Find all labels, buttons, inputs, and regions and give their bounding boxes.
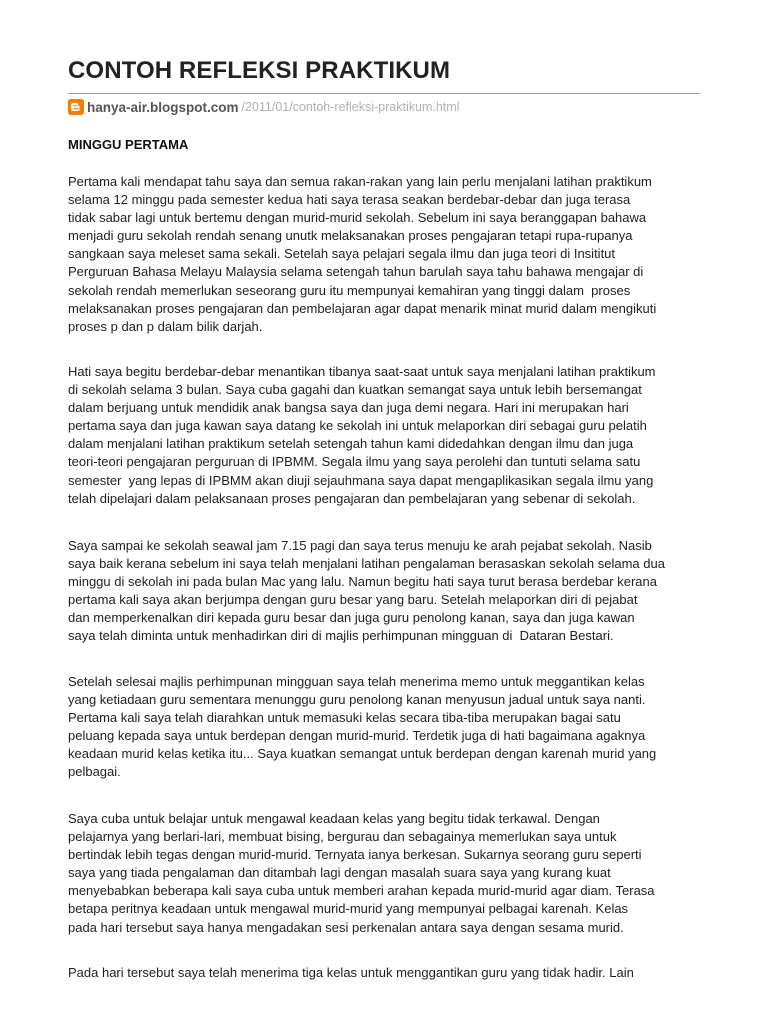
paragraph-line: Perguruan Bahasa Melayu Malaysia selama setengah tahun barulah saya tahu bahawa mengajar di xyxy=(68,264,644,280)
paragraph-line: peluang kepada saya untuk berdepan dengan murid-murid. Terdetik juga di hati bagaimana agaknya xyxy=(68,728,646,744)
paragraph-line: saya baik kerana sebelum ini saya telah menjalani latihan pengalaman berasaskan sekolah selama dua xyxy=(68,556,665,572)
paragraph-line: keadaan murid kelas ketika itu... Saya kuatkan semangat untuk berdepan dengan karenah murid yang xyxy=(68,746,657,762)
paragraph-line: saya telah diminta untuk menhadirkan diri di majlis perhimpunan mingguan di Dataran Bestari. xyxy=(68,628,614,644)
paragraph-line: di sekolah selama 3 bulan. Saya cuba gagahi dan kuatkan semangat saya untuk lebih bersemangat xyxy=(68,382,642,398)
paragraph-line: menjadi guru sekolah rendah senang unutk melaksanakan proses pengajaran tetapi rupa-rupanya xyxy=(68,228,633,244)
paragraph-line: proses p dan p dalam bilik darjah. xyxy=(68,318,263,334)
paragraph-line: pertama saya dan juga kawan saya datang ke sekolah ini untuk melaporkan diri sebagai guru pelatih xyxy=(68,418,647,434)
paragraph-line: Pertama kali mendapat tahu saya dan semua rakan-rakan yang lain perlu menjalani latihan praktikum xyxy=(68,174,652,189)
paragraph-2 xyxy=(68,363,700,508)
paragraph-line: sekolah rendah memerlukan seseorang guru itu mempunyai kemahiran yang tinggi dalam proses xyxy=(68,282,631,298)
paragraph-line: saya yang tiada pengalaman dan ditambah lagi dengan masalah suara saya yang kurang kuat xyxy=(68,865,611,881)
paragraph-line: Pertama kali saya telah diarahkan untuk memasuki kelas secara tiba-tiba merupakan bagai satu xyxy=(68,710,621,726)
paragraph-line: teori-teori pengajaran perguruan di IPBMM. Segala ilmu yang saya perolehi dan tuntuti selama satu xyxy=(68,454,641,470)
paragraph-line: dan memperkenalkan diri kepada guru besar dan juga guru penolong kanan, saya dan juga kawan xyxy=(68,610,635,626)
paragraph-4 xyxy=(68,673,700,782)
paragraph-line: Setelah selesai majlis perhimpunan mingguan saya telah menerima memo untuk meggantikan kelas xyxy=(68,674,645,689)
paragraph-line: tidak sabar lagi untuk bertemu dengan murid-murid sekolah. Sebelum ini saya beranggapan bahawa xyxy=(68,210,647,226)
paragraph-line: Saya cuba untuk belajar untuk mengawal keadaan kelas yang begitu tidak terkawal. Dengan xyxy=(68,811,600,826)
section-heading: MINGGU PERTAMA xyxy=(68,137,189,152)
paragraph-line: Hati saya begitu berdebar-debar menantikan tibanya saat-saat untuk saya menjalani latihan praktikum xyxy=(68,364,656,379)
paragraph-5 xyxy=(68,810,700,937)
paragraph-line: telah dipelajari dalam pelaksanaan proses pengajaran dan pembelajaran yang sebenar di sekolah. xyxy=(68,490,636,506)
paragraph-line: minggu di sekolah ini pada bulan Mac yang lalu. Namun begitu hati saya turut berasa berdebar kerana xyxy=(68,574,657,590)
source-domain-link[interactable]: hanya-air.blogspot.com xyxy=(87,99,239,115)
paragraph-line: yang ketiadaan guru sementara menunggu guru penolong kanan menyusun jadual untuk saya nanti. xyxy=(68,692,646,708)
paragraph-line: Saya sampai ke sekolah seawal jam 7.15 pagi dan saya terus menuju ke arah pejabat sekolah. Nasib xyxy=(68,538,652,553)
paragraph-6 xyxy=(68,964,700,982)
source-path: /2011/01/contoh-refleksi-praktikum.html xyxy=(241,100,460,114)
paragraph-line: pelbagai. xyxy=(68,764,121,780)
paragraph-line: Pada hari tersebut saya telah menerima tiga kelas untuk menggantikan guru yang tidak hadir. Lain xyxy=(68,965,634,980)
blogger-icon xyxy=(68,99,84,115)
paragraph-line: dalam berjuang untuk mendidik anak bangsa saya dan juga demi negara. Hari ini merupakan hari xyxy=(68,400,629,416)
paragraph-line: semester yang lepas di IPBMM akan diuji sejauhmana saya dapat mengaplikasikan segala ilmu yang xyxy=(68,472,654,488)
paragraph-line: betapa peritnya keadaan untuk mengawal murid-murid yang mempunyai pelbagai karenah. Kelas xyxy=(68,901,629,917)
paragraph-3 xyxy=(68,537,700,646)
paragraph-1 xyxy=(68,173,700,336)
paragraph-line: bertindak lebih tegas dengan murid-murid. Ternyata ianya berkesan. Sukarnya seorang guru seperti xyxy=(68,847,642,863)
paragraph-line: dalam menjalani latihan praktikum setelah setengah tahun kami didedahkan dengan ilmu dan juga xyxy=(68,436,634,452)
paragraph-line: sangkaan saya meleset sama sekali. Setelah saya pelajari segala ilmu dan juga teori di Insititut xyxy=(68,246,616,262)
paragraph-line: selama 12 minggu pada semester kedua hati saya terasa seakan berdebar-debar dan juga terasa xyxy=(68,192,631,208)
paragraph-line: menyebabkan beberapa kali saya cuba untuk memberi arahan kepada murid-murid agar diam. Terasa xyxy=(68,883,655,899)
paragraph-line: pertama kali saya akan berjumpa dengan guru besar yang baru. Setelah melaporkan diri di pejabat xyxy=(68,592,638,608)
page-title: CONTOH REFLEKSI PRAKTIKUM xyxy=(68,57,451,84)
paragraph-line: pada hari tersebut saya hanya mengadakan sesi perkenalan antara saya dengan sesama murid. xyxy=(68,919,624,935)
source-line xyxy=(68,98,459,116)
paragraph-line: pelajarnya yang berlari-lari, membuat bising, bergurau dan sebagainya memerlukan saya untuk xyxy=(68,829,617,845)
title-divider xyxy=(68,93,700,94)
paragraph-line: melaksanakan proses pengajaran dan pembelajaran agar dapat menarik minat murid dalam mengikuti xyxy=(68,300,657,316)
